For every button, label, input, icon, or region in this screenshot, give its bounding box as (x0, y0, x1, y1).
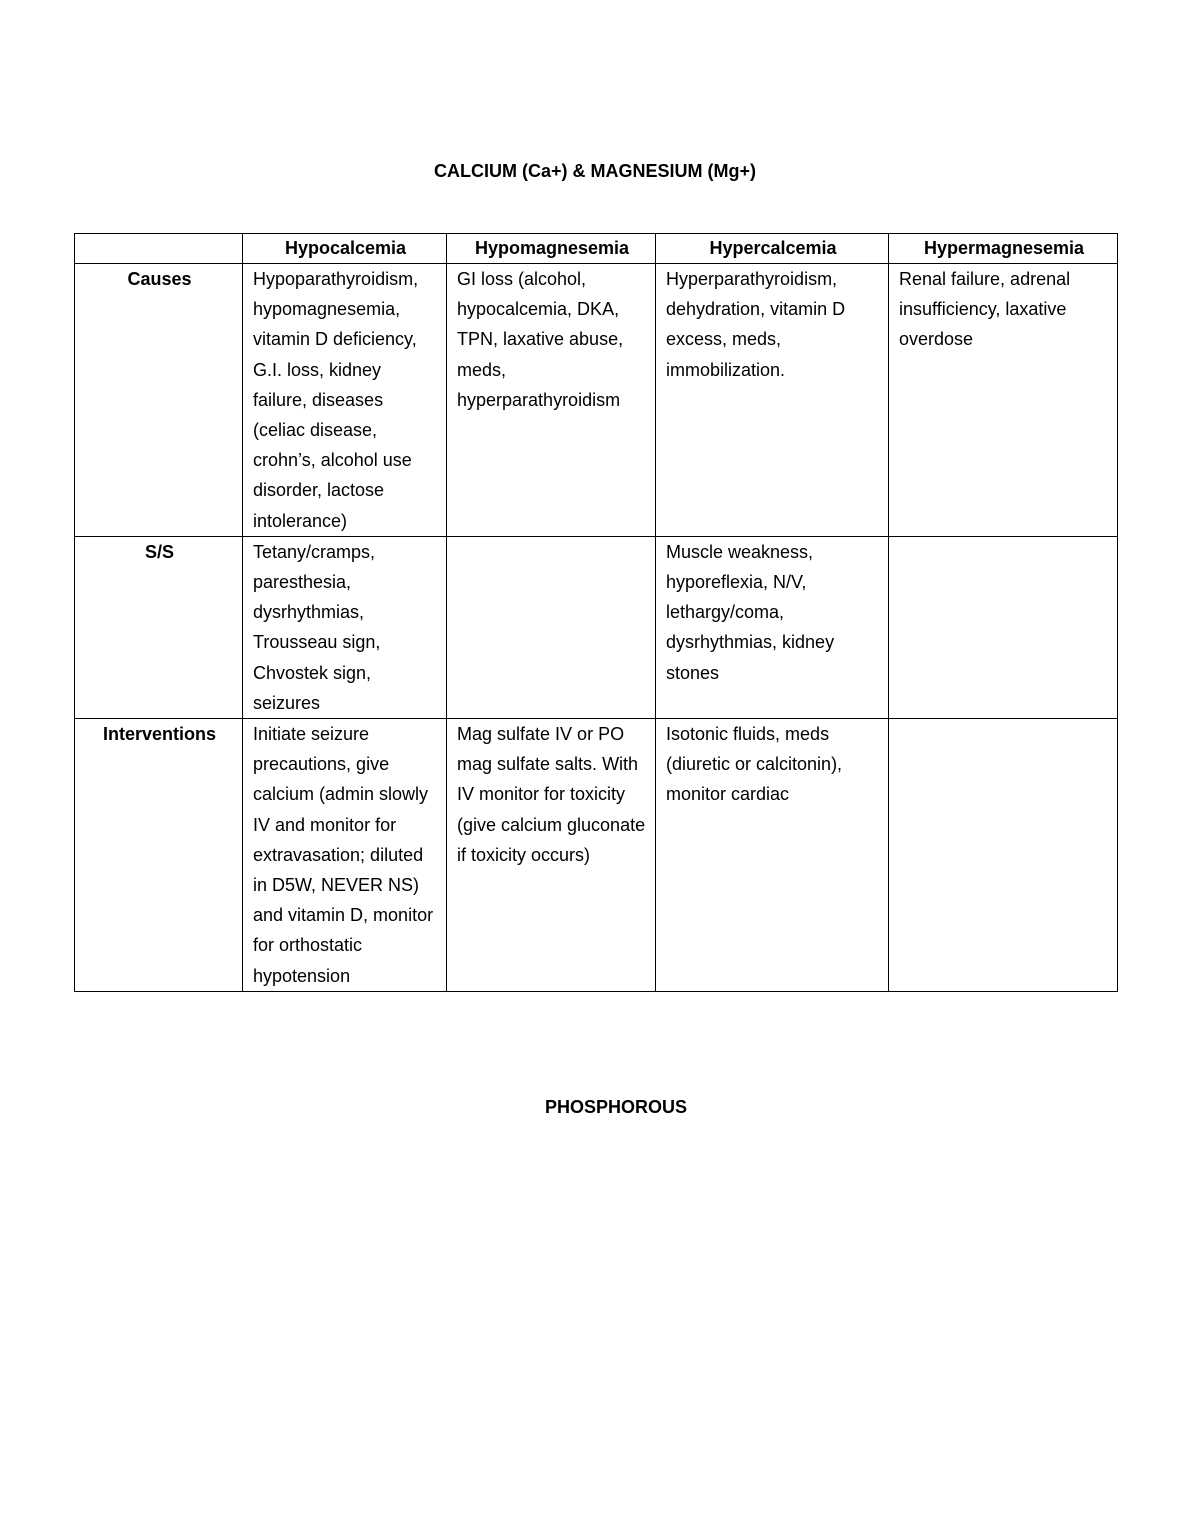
document-title: CALCIUM (Ca+) & MAGNESIUM (Mg+) (434, 161, 756, 181)
column-header-hypercalcemia: Hypercalcemia (656, 234, 889, 264)
cell-interventions-hypocalcemia: Initiate seizure precautions, give calcium (admin slowly IV and monitor for extravasation; diluted in D5W, NEVER NS) and vitamin D, monitor for orthostatic hypotension (243, 719, 447, 992)
cell-interventions-hypomagnesemia: Mag sulfate IV or PO mag sulfate salts. With IV monitor for toxicity (give calcium gluconate if toxicity occurs) (447, 719, 656, 992)
cell-causes-hypercalcemia: Hyperparathyroidism, dehydration, vitamin D excess, meds, immobilization. (656, 264, 889, 537)
corner-cell (75, 234, 243, 264)
row-header-interventions: Interventions (75, 719, 243, 992)
cell-ss-hypermagnesemia (889, 536, 1118, 718)
cell-causes-hypomagnesemia: GI loss (alcohol, hypocalcemia, DKA, TPN, laxative abuse, meds, hyperparathyroidism (447, 264, 656, 537)
table-row-ss (75, 536, 1118, 718)
cell-causes-hypocalcemia: Hypoparathyroidism, hypomagnesemia, vitamin D deficiency, G.I. loss, kidney failure, diseases (celiac disease, crohn’s, alcohol use disorder, lactose intolerance) (243, 264, 447, 537)
cell-ss-hypocalcemia: Tetany/cramps, paresthesia, dysrhythmias, Trousseau sign, Chvostek sign, seizures (243, 536, 447, 718)
row-header-ss: S/S (75, 536, 243, 718)
table-row-interventions (75, 719, 1118, 992)
column-header-hypermagnesemia: Hypermagnesemia (889, 234, 1118, 264)
cell-interventions-hypercalcemia: Isotonic fluids, meds (diuretic or calcitonin), monitor cardiac (656, 719, 889, 992)
section-heading-phosphorous: PHOSPHOROUS (545, 1097, 688, 1117)
row-header-causes: Causes (75, 264, 243, 537)
cell-ss-hypomagnesemia (447, 536, 656, 718)
cell-interventions-hypermagnesemia (889, 719, 1118, 992)
table-header-row (75, 234, 1118, 264)
cell-causes-hypermagnesemia: Renal failure, adrenal insufficiency, laxative overdose (889, 264, 1118, 537)
electrolyte-table (74, 233, 1118, 992)
table-row-causes (75, 264, 1118, 537)
column-header-hypomagnesemia: Hypomagnesemia (447, 234, 656, 264)
cell-ss-hypercalcemia: Muscle weakness, hyporeflexia, N/V, lethargy/coma, dysrhythmias, kidney stones (656, 536, 889, 718)
column-header-hypocalcemia: Hypocalcemia (243, 234, 447, 264)
